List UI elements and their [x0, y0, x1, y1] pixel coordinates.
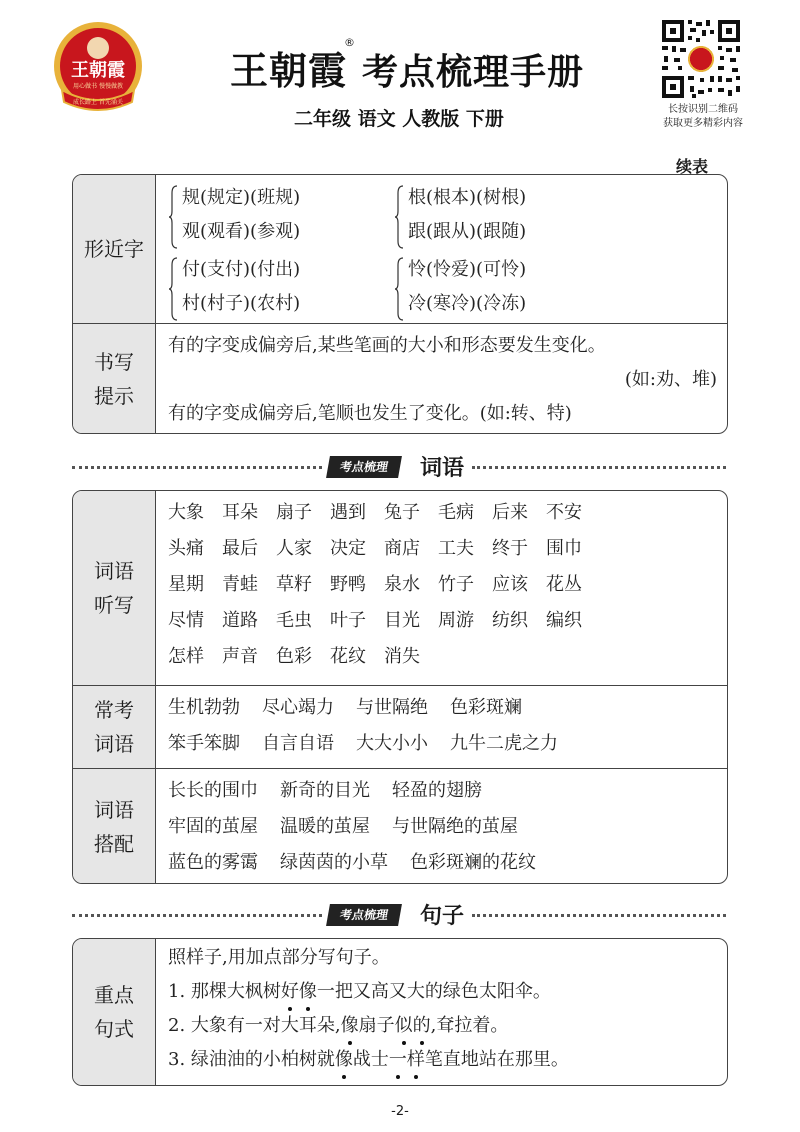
section-tag: 考点梳理	[326, 456, 402, 478]
word: 星期	[168, 574, 204, 595]
row-writing-tips	[73, 323, 727, 434]
row-sentence-patterns	[73, 939, 727, 1085]
phrase: 自言自语	[262, 733, 334, 754]
brace-icon	[168, 185, 178, 249]
phrase: 大大小小	[356, 733, 428, 754]
label-sentence-patterns	[73, 939, 156, 1085]
row-similar-characters	[73, 175, 727, 323]
label-line: 词语	[94, 798, 134, 822]
word: 编织	[546, 610, 582, 631]
phrase: 轻盈的翅膀	[392, 780, 482, 801]
word: 道路	[222, 610, 258, 631]
phrase: 牢固的茧屋	[168, 816, 258, 837]
writing-tips-content	[156, 324, 727, 434]
qr-code-icon[interactable]	[660, 18, 742, 100]
page-number: -2-	[391, 1104, 409, 1119]
brand-name: 王朝霞	[230, 48, 348, 93]
brace-icon	[394, 257, 404, 321]
dotted-char: 的	[413, 1009, 431, 1043]
similar-characters-content	[156, 175, 727, 323]
dotted-char: 像	[341, 1009, 359, 1043]
section-tag: 考点梳理	[326, 904, 402, 926]
phrase-line	[168, 809, 717, 845]
char-pair	[168, 253, 394, 321]
dotted-char: 样	[407, 1043, 425, 1077]
label-line: 搭配	[94, 832, 134, 856]
example-sentence-3	[168, 1043, 717, 1077]
label-word-matching	[73, 769, 156, 884]
example-sentence-1	[168, 975, 717, 1009]
section-title: 句子	[420, 904, 465, 929]
label-line: 书写	[94, 350, 134, 374]
table-sentence-patterns	[72, 938, 728, 1086]
word: 扇子	[276, 502, 312, 523]
word: 毛虫	[276, 610, 312, 631]
label-line: 词语	[94, 732, 134, 756]
word-line	[168, 603, 717, 639]
table-words	[72, 490, 728, 884]
phrase: 与世隔绝	[356, 697, 428, 718]
char-pair-line: 观(观看)(参观)	[182, 221, 301, 242]
word: 目光	[384, 610, 420, 631]
word: 后来	[492, 502, 528, 523]
label-line: 词语	[94, 559, 134, 583]
row-word-matching	[73, 768, 727, 884]
word: 怎样	[168, 646, 204, 667]
word: 最后	[222, 538, 258, 559]
word: 花纹	[330, 646, 366, 667]
char-pair-line: 规(规定)(班规)	[182, 187, 301, 208]
word: 色彩	[276, 646, 312, 667]
phrase: 新奇的目光	[280, 780, 370, 801]
label-line: 常考	[94, 698, 134, 722]
common-words-content	[156, 686, 727, 768]
word: 毛病	[438, 502, 474, 523]
phrase: 与世隔绝的茧屋	[392, 816, 518, 837]
word: 大象	[168, 502, 204, 523]
section-header-sentences	[72, 900, 726, 930]
sentence-text: ,耷拉着。	[430, 1015, 509, 1036]
divider	[72, 914, 322, 917]
row-common-words	[73, 685, 727, 768]
sentence-text: 战士	[352, 1049, 389, 1070]
dotted-char: 一	[389, 1043, 407, 1077]
word: 围巾	[546, 538, 582, 559]
label-line: 听写	[94, 593, 134, 617]
sentence-text: 笔直地站在那里。	[424, 1049, 569, 1070]
phrase-line	[168, 726, 717, 762]
phrase-line	[168, 690, 717, 726]
tip-line: 有的字变成偏旁后,笔顺也发生了变化。(如:转、特)	[168, 403, 572, 424]
label-common-words	[73, 686, 156, 768]
word-line	[168, 495, 717, 531]
brand-logo-icon	[48, 18, 148, 118]
word-matching-content	[156, 769, 727, 884]
char-pair	[394, 253, 620, 321]
page-subtitle: 二年级 语文 人教版 下册	[294, 108, 504, 130]
phrase: 长长的围巾	[168, 780, 258, 801]
label-dictation	[73, 491, 156, 685]
word: 花丛	[546, 574, 582, 595]
qr-caption-line1: 长按识别二维码	[668, 104, 738, 115]
word: 耳朵	[222, 502, 258, 523]
phrase: 温暖的茧屋	[280, 816, 370, 837]
phrase: 生机勃勃	[168, 697, 240, 718]
instruction: 照样子,用加点部分写句子。	[168, 947, 390, 968]
word: 工夫	[438, 538, 474, 559]
word: 叶子	[330, 610, 366, 631]
dotted-char: 像	[335, 1043, 353, 1077]
sentence-text: 3. 绿油油的小柏树就	[168, 1049, 335, 1070]
sentence-text: 扇子	[358, 1015, 395, 1036]
word: 消失	[384, 646, 420, 667]
brace-icon	[394, 185, 404, 249]
char-pair-line: 冷(寒冷)(冷冻)	[408, 293, 527, 314]
label-writing-tips	[73, 324, 156, 434]
label-line: 提示	[94, 384, 134, 408]
word: 竹子	[438, 574, 474, 595]
word: 人家	[276, 538, 312, 559]
phrase-line	[168, 773, 717, 809]
sentence-patterns-content	[156, 939, 727, 1085]
word: 纺织	[492, 610, 528, 631]
continued-label: 续表	[676, 157, 709, 176]
qr-caption	[648, 103, 758, 131]
registered-mark: ®	[344, 36, 355, 49]
logo-text: 王朝霞	[71, 60, 125, 81]
char-pair-line: 付(支付)(付出)	[182, 259, 301, 280]
word: 草籽	[276, 574, 312, 595]
word: 不安	[546, 502, 582, 523]
sentence-text: 2. 大象有一对大耳朵,	[168, 1015, 341, 1036]
word: 周游	[438, 610, 474, 631]
char-pair-line: 跟(跟从)(跟随)	[408, 221, 527, 242]
sentence-text: 1. 那棵大枫树	[168, 981, 281, 1002]
word-line	[168, 567, 717, 603]
table-similar-characters	[72, 174, 728, 434]
word: 商店	[384, 538, 420, 559]
label-similar-characters: 形近字	[73, 175, 156, 323]
dotted-char: 好	[281, 975, 299, 1009]
row-dictation	[73, 491, 727, 685]
divider	[472, 466, 726, 469]
word: 声音	[222, 646, 258, 667]
char-pair	[394, 181, 620, 249]
section-title: 词语	[420, 456, 465, 481]
phrase: 笨手笨脚	[168, 733, 240, 754]
dictation-content	[156, 491, 727, 685]
divider	[72, 466, 322, 469]
word: 尽情	[168, 610, 204, 631]
char-pair-line: 村(村子)(农村)	[182, 293, 301, 314]
phrase: 色彩斑斓的花纹	[410, 852, 536, 873]
dotted-char: 像	[299, 975, 317, 1009]
char-pair-line: 怜(怜爱)(可怜)	[408, 259, 527, 280]
tip-example: (如:劝、堆)	[624, 369, 717, 390]
word: 终于	[492, 538, 528, 559]
brace-icon	[168, 257, 178, 321]
phrase: 九牛二虎之力	[450, 733, 558, 754]
tip-line: 有的字变成偏旁后,某些笔画的大小和形态要发生变化。	[168, 335, 606, 356]
word-line	[168, 531, 717, 567]
sentence-text: 一把又高又大的绿色太阳伞。	[316, 981, 551, 1002]
word: 兔子	[384, 502, 420, 523]
dotted-char: 似	[395, 1009, 413, 1043]
word: 头痛	[168, 538, 204, 559]
word-line	[168, 639, 717, 675]
divider	[472, 914, 726, 917]
qr-caption-line2: 获取更多精彩内容	[663, 118, 743, 129]
example-sentence-2	[168, 1009, 717, 1043]
label-line: 重点	[94, 983, 134, 1007]
page-title: 考点梳理手册	[362, 52, 585, 93]
char-pair	[168, 181, 394, 249]
section-header-words	[72, 452, 726, 482]
char-pair-line: 根(根本)(树根)	[408, 187, 527, 208]
word: 青蛙	[222, 574, 258, 595]
label-line: 句式	[94, 1017, 134, 1041]
phrase: 蓝色的雾霭	[168, 852, 258, 873]
logo-ribbon-text: 成长路上 首先涌关	[73, 99, 123, 106]
word: 决定	[330, 538, 366, 559]
word: 应该	[492, 574, 528, 595]
phrase: 尽心竭力	[262, 697, 334, 718]
word: 野鸭	[330, 574, 366, 595]
phrase-line	[168, 845, 717, 881]
word: 泉水	[384, 574, 420, 595]
phrase: 色彩斑斓	[450, 697, 522, 718]
phrase: 绿茵茵的小草	[280, 852, 388, 873]
word: 遇到	[330, 502, 366, 523]
logo-tagline: 用心做书 慢慢做教	[73, 83, 123, 90]
